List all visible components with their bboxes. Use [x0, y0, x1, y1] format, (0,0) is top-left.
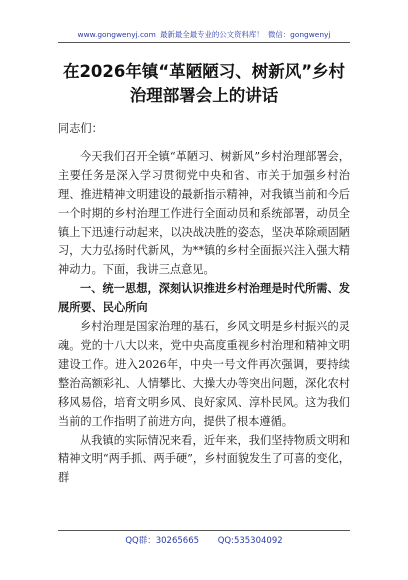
header-slogan: 最新最全最专业的公文资料库！ — [160, 30, 264, 39]
page-header — [58, 29, 350, 40]
paragraph-opening: 今天我们召开全镇“革陋习、树新风”乡村治理部署会，主要任务是深入学习贯彻党中央和省、市关于加强乡村治理、推进精神文明建设的最新指示精神，对我镇当前和今后一个时期的乡村治理工作进行全面动员和系统部署，动员全镇上下迅速行动起来，以决战决胜的姿态，坚决革除顽固陋习，大力弘扬时代新风，为**镇的乡村全面振兴注入强大精神动力。下面，我讲三点意见。 — [58, 149, 350, 277]
paragraph-significance: 乡村治理是国家治理的基石，乡风文明是乡村振兴的灵魂。党的十八大以来，党中央高度重视乡村治理和精神文明建设工作。进入2026年，中央一号文件再次强调，要持续整治高额彩礼、人情攀比、大操大办等突出问题，深化农村移风易俗，培育文明乡风、良好家风、淳朴民风。这为我们当前的工作指明了前进方向，提供了根本遵循。 — [58, 320, 350, 428]
title-line-2: 治理部署会上的讲话 — [129, 86, 279, 105]
header-website[interactable]: www.gongwenyj.com — [77, 30, 156, 39]
footer-qq-group: QQ群：30265665 — [125, 536, 200, 546]
title-line-1: 在2026年镇“革陋陋习、树新风”乡村 — [62, 62, 346, 81]
page-footer — [58, 534, 350, 546]
paragraph-local-situation: 从我镇的实际情况来看，近年来，我们坚持物质文明和精神文明“两手抓、两手硬”，乡村面貌发生了可喜的变化，群 — [58, 433, 350, 485]
document-title — [40, 60, 368, 108]
header-divider — [58, 42, 350, 43]
footer-qq: QQ:535304092 — [217, 536, 283, 546]
section-heading-1: 一、统一思想，深刻认识推进乡村治理是时代所需、发展所要、民心所向 — [58, 282, 350, 315]
salutation: 同志们： — [58, 122, 103, 135]
document-body — [58, 120, 350, 488]
header-wechat: 微信：gongwenyj — [267, 30, 331, 39]
footer-divider — [58, 530, 350, 531]
